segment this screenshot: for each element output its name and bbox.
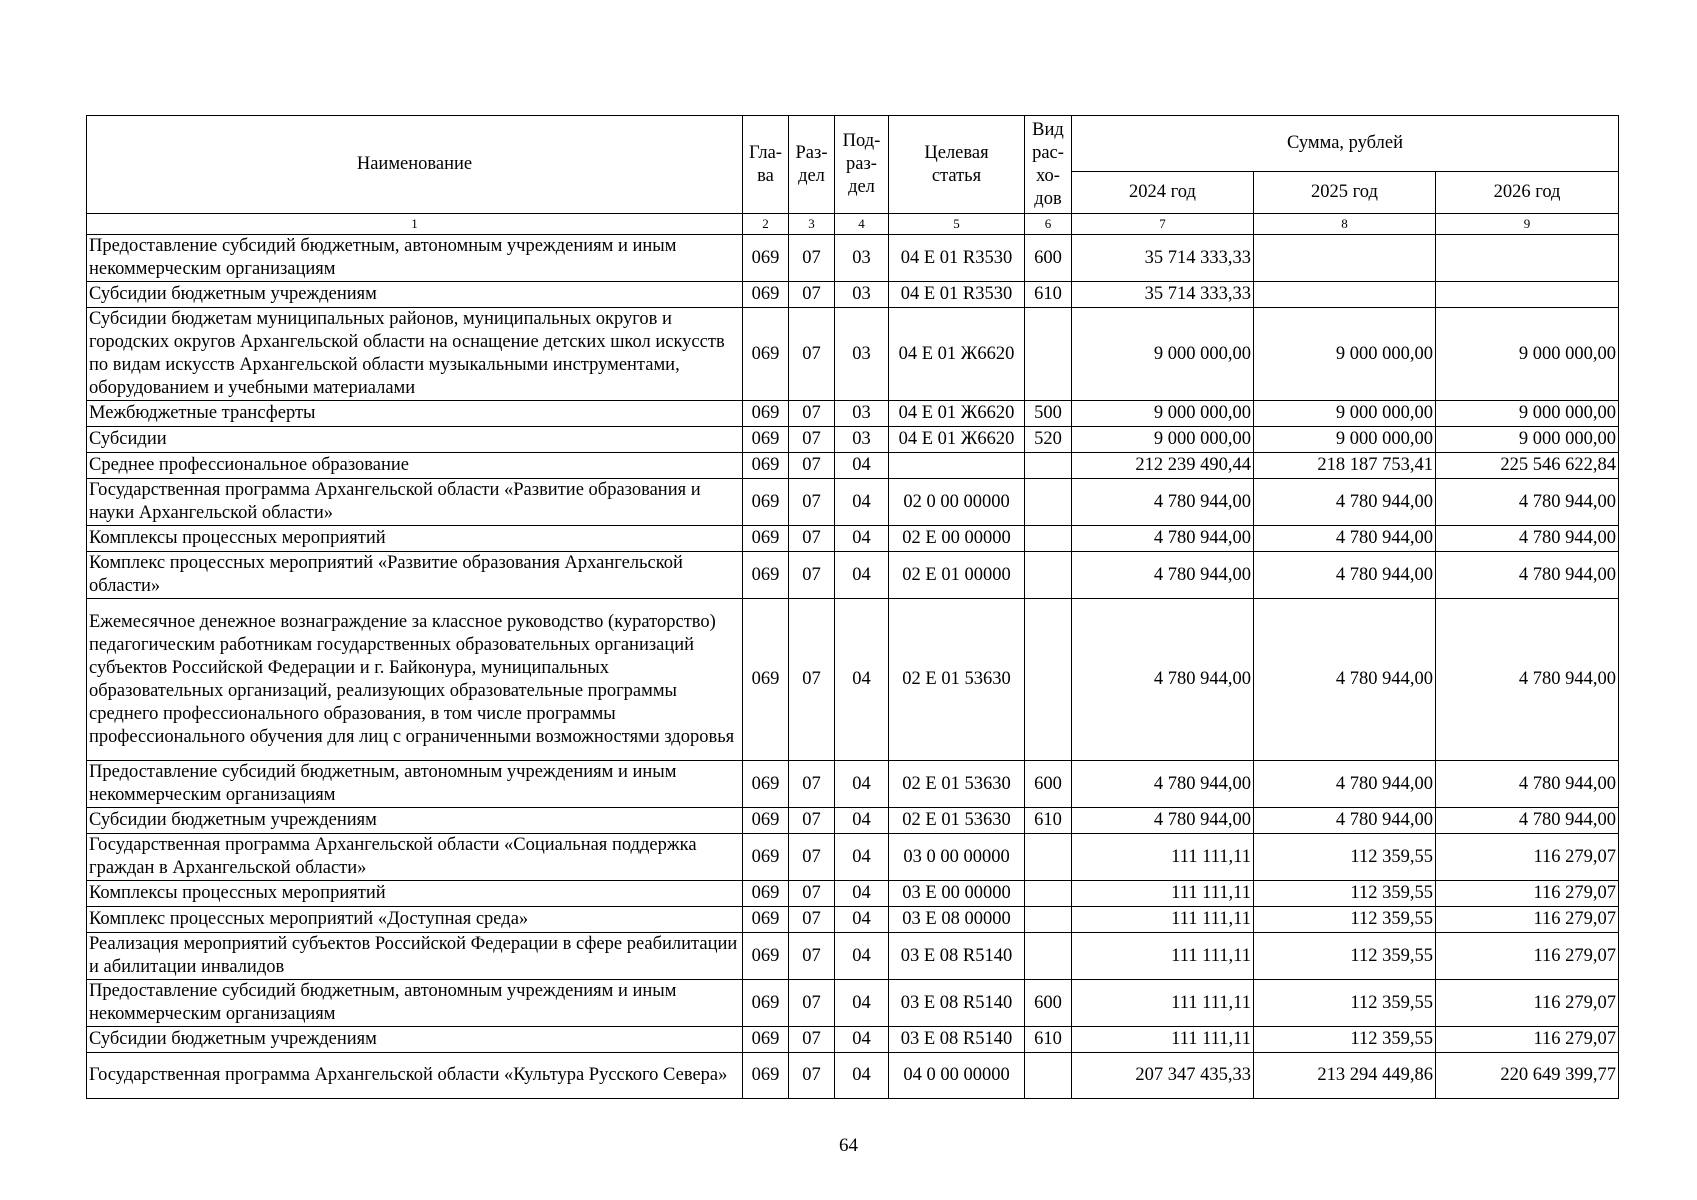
header-vid-text: Вид рас- хо- дов [1032,119,1064,209]
row-amount-2025: 213 294 449,86 [1254,1053,1436,1099]
row-podrazdel: 04 [835,933,889,980]
row-target: 03 0 00 00000 [889,834,1025,881]
row-amount-2026: 4 780 944,00 [1436,808,1619,834]
row-glava: 069 [743,1053,789,1099]
row-name: Предоставление субсидий бюджетным, автономным учреждениям и иным некоммерческим организациям [87,980,743,1027]
row-razdel: 07 [789,599,835,761]
row-target: 02 0 00 00000 [889,479,1025,526]
row-razdel: 07 [789,1053,835,1099]
row-glava: 069 [743,1027,789,1053]
row-amount-2026 [1436,282,1619,308]
header-podrazdel [835,116,889,214]
row-vid: 610 [1025,808,1072,834]
row-amount-2026: 225 546 622,84 [1436,453,1619,479]
row-amount-2026: 116 279,07 [1436,834,1619,881]
row-name: Государственная программа Архангельской области «Социальная поддержка граждан в Архангельской области» [87,834,743,881]
row-razdel: 07 [789,933,835,980]
row-amount-2024: 4 780 944,00 [1072,599,1254,761]
row-glava: 069 [743,526,789,552]
row-amount-2025: 112 359,55 [1254,834,1436,881]
row-name: Субсидии бюджетам муниципальных районов, муниципальных округов и городских округов Архангельской области на оснащение детских школ искусств по видам искусств Архангельской области музыкальными инструментами, оборудованием и учебными материалами [87,308,743,401]
row-target: 02 Е 01 53630 [889,761,1025,808]
row-razdel: 07 [789,453,835,479]
row-name: Комплексы процессных мероприятий [87,526,743,552]
row-amount-2024: 111 111,11 [1072,881,1254,907]
row-vid: 600 [1025,761,1072,808]
column-number: 7 [1072,214,1254,235]
column-number: 4 [835,214,889,235]
row-vid [1025,834,1072,881]
header-podrazdel-text: Под- раз- дел [842,131,881,197]
row-podrazdel: 04 [835,980,889,1027]
row-razdel: 07 [789,980,835,1027]
row-name: Предоставление субсидий бюджетным, автономным учреждениям и иным некоммерческим организациям [87,235,743,282]
header-target-text: Целевая статья [924,142,989,186]
row-amount-2024: 111 111,11 [1072,933,1254,980]
row-vid [1025,933,1072,980]
row-amount-2024: 4 780 944,00 [1072,479,1254,526]
row-podrazdel: 04 [835,479,889,526]
table-row [87,933,1619,980]
row-razdel: 07 [789,834,835,881]
row-amount-2025 [1254,235,1436,282]
row-razdel: 07 [789,282,835,308]
row-podrazdel: 04 [835,552,889,599]
row-amount-2025: 9 000 000,00 [1254,401,1436,427]
row-razdel: 07 [789,1027,835,1053]
row-target: 04 Е 01 R3530 [889,235,1025,282]
column-number: 8 [1254,214,1436,235]
row-glava: 069 [743,881,789,907]
row-amount-2026: 4 780 944,00 [1436,526,1619,552]
row-podrazdel: 04 [835,881,889,907]
row-name: Комплекс процессных мероприятий «Развитие образования Архангельской области» [87,552,743,599]
row-vid: 600 [1025,980,1072,1027]
row-vid: 600 [1025,235,1072,282]
table-row [87,453,1619,479]
row-amount-2025: 112 359,55 [1254,933,1436,980]
row-vid [1025,552,1072,599]
header-sum: Сумма, рублей [1072,116,1619,172]
row-amount-2024: 207 347 435,33 [1072,1053,1254,1099]
table-row [87,980,1619,1027]
budget-table [86,115,1619,1099]
page-number: 64 [839,1135,858,1156]
row-amount-2026: 4 780 944,00 [1436,479,1619,526]
row-glava: 069 [743,308,789,401]
row-vid [1025,599,1072,761]
row-podrazdel: 03 [835,401,889,427]
row-amount-2025: 112 359,55 [1254,980,1436,1027]
column-number: 6 [1025,214,1072,235]
row-target: 02 Е 00 00000 [889,526,1025,552]
column-number: 3 [789,214,835,235]
row-vid [1025,308,1072,401]
row-glava: 069 [743,761,789,808]
row-amount-2024: 4 780 944,00 [1072,808,1254,834]
row-razdel: 07 [789,235,835,282]
row-amount-2025: 4 780 944,00 [1254,526,1436,552]
row-amount-2024: 4 780 944,00 [1072,761,1254,808]
header-2025: 2025 год [1254,172,1436,214]
table-row [87,427,1619,453]
row-amount-2024: 9 000 000,00 [1072,401,1254,427]
row-glava: 069 [743,980,789,1027]
table-row [87,808,1619,834]
row-vid: 610 [1025,282,1072,308]
row-amount-2026: 4 780 944,00 [1436,761,1619,808]
row-podrazdel: 04 [835,761,889,808]
row-amount-2025: 112 359,55 [1254,907,1436,933]
row-amount-2024: 4 780 944,00 [1072,526,1254,552]
header-2026: 2026 год [1436,172,1619,214]
row-name: Реализация мероприятий субъектов Российской Федерации в сфере реабилитации и абилитации инвалидов [87,933,743,980]
row-target: 03 Е 08 R5140 [889,933,1025,980]
row-vid [1025,453,1072,479]
row-amount-2024: 111 111,11 [1072,834,1254,881]
row-target: 03 Е 08 R5140 [889,980,1025,1027]
row-amount-2025: 9 000 000,00 [1254,427,1436,453]
row-podrazdel: 04 [835,599,889,761]
row-razdel: 07 [789,552,835,599]
header-2024: 2024 год [1072,172,1254,214]
table-row [87,761,1619,808]
row-razdel: 07 [789,761,835,808]
row-amount-2026: 116 279,07 [1436,881,1619,907]
row-podrazdel: 04 [835,808,889,834]
row-amount-2024: 212 239 490,44 [1072,453,1254,479]
table-row [87,308,1619,401]
row-name: Субсидии бюджетным учреждениям [87,282,743,308]
row-amount-2025: 218 187 753,41 [1254,453,1436,479]
column-number: 1 [87,214,743,235]
row-target: 03 Е 08 R5140 [889,1027,1025,1053]
row-name: Государственная программа Архангельской области «Развитие образования и науки Архангельской области» [87,479,743,526]
row-amount-2025 [1254,282,1436,308]
row-vid: 500 [1025,401,1072,427]
row-vid [1025,1053,1072,1099]
row-amount-2024: 35 714 333,33 [1072,235,1254,282]
row-podrazdel: 04 [835,1053,889,1099]
row-vid [1025,479,1072,526]
row-amount-2026: 9 000 000,00 [1436,401,1619,427]
row-glava: 069 [743,834,789,881]
row-glava: 069 [743,401,789,427]
row-amount-2024: 9 000 000,00 [1072,427,1254,453]
row-target: 02 Е 01 53630 [889,599,1025,761]
row-target: 04 Е 01 Ж6620 [889,427,1025,453]
table-header [87,116,1619,235]
row-target: 04 Е 01 Ж6620 [889,308,1025,401]
header-vid [1025,116,1072,214]
row-podrazdel: 04 [835,453,889,479]
row-target: 02 Е 01 00000 [889,552,1025,599]
table-row [87,235,1619,282]
row-name: Комплекс процессных мероприятий «Доступная среда» [87,907,743,933]
row-podrazdel: 03 [835,427,889,453]
row-amount-2024: 4 780 944,00 [1072,552,1254,599]
table-row [87,599,1619,761]
row-amount-2026: 4 780 944,00 [1436,552,1619,599]
row-amount-2024: 111 111,11 [1072,1027,1254,1053]
row-amount-2026: 9 000 000,00 [1436,308,1619,401]
row-amount-2024: 111 111,11 [1072,980,1254,1027]
table-row [87,282,1619,308]
table-row [87,1027,1619,1053]
row-podrazdel: 04 [835,1027,889,1053]
header-name: Наименование [87,116,743,214]
row-amount-2026: 9 000 000,00 [1436,427,1619,453]
row-podrazdel: 03 [835,282,889,308]
row-glava: 069 [743,453,789,479]
row-podrazdel: 03 [835,235,889,282]
row-name: Субсидии бюджетным учреждениям [87,1027,743,1053]
row-amount-2025: 4 780 944,00 [1254,761,1436,808]
row-target: 04 0 00 00000 [889,1053,1025,1099]
row-amount-2025: 112 359,55 [1254,881,1436,907]
row-name: Ежемесячное денежное вознаграждение за классное руководство (кураторство) педагогическим работникам государственных образовательных организаций субъектов Российской Федерации и г. Байконура, муниципальных образовательных организаций, реализующих образовательные программы среднего профессионального образования, в том числе программы профессионального обучения для лиц с ограниченными возможностями здоровья [87,599,743,761]
row-amount-2026: 116 279,07 [1436,907,1619,933]
row-podrazdel: 03 [835,308,889,401]
row-amount-2024: 9 000 000,00 [1072,308,1254,401]
table-row [87,1053,1619,1099]
row-glava: 069 [743,235,789,282]
header-target [889,116,1025,214]
table-row [87,552,1619,599]
row-razdel: 07 [789,881,835,907]
row-name: Субсидии бюджетным учреждениям [87,808,743,834]
row-amount-2026: 116 279,07 [1436,1027,1619,1053]
row-target: 04 Е 01 Ж6620 [889,401,1025,427]
row-glava: 069 [743,427,789,453]
table-row [87,401,1619,427]
row-glava: 069 [743,599,789,761]
table-row [87,881,1619,907]
row-target: 04 Е 01 R3530 [889,282,1025,308]
row-vid [1025,907,1072,933]
row-amount-2026 [1436,235,1619,282]
row-target: 03 Е 00 00000 [889,881,1025,907]
header-glava [743,116,789,214]
table-row [87,834,1619,881]
row-razdel: 07 [789,808,835,834]
row-amount-2025: 4 780 944,00 [1254,808,1436,834]
header-razdel [789,116,835,214]
column-number: 5 [889,214,1025,235]
row-podrazdel: 04 [835,834,889,881]
row-name: Субсидии [87,427,743,453]
row-amount-2025: 4 780 944,00 [1254,552,1436,599]
row-glava: 069 [743,933,789,980]
row-amount-2024: 35 714 333,33 [1072,282,1254,308]
table-row [87,526,1619,552]
column-number-row [87,214,1619,235]
row-vid [1025,881,1072,907]
row-amount-2026: 4 780 944,00 [1436,599,1619,761]
row-razdel: 07 [789,401,835,427]
row-glava: 069 [743,552,789,599]
row-amount-2025: 4 780 944,00 [1254,479,1436,526]
row-amount-2025: 4 780 944,00 [1254,599,1436,761]
row-razdel: 07 [789,427,835,453]
table-body [87,235,1619,1099]
column-number: 9 [1436,214,1619,235]
column-number: 2 [743,214,789,235]
row-glava: 069 [743,808,789,834]
row-podrazdel: 04 [835,907,889,933]
row-glava: 069 [743,907,789,933]
row-glava: 069 [743,479,789,526]
row-glava: 069 [743,282,789,308]
row-vid [1025,526,1072,552]
row-name: Государственная программа Архангельской области «Культура Русского Севера» [87,1053,743,1099]
row-target [889,453,1025,479]
row-podrazdel: 04 [835,526,889,552]
table-row [87,907,1619,933]
row-amount-2024: 111 111,11 [1072,907,1254,933]
row-amount-2026: 116 279,07 [1436,980,1619,1027]
row-amount-2026: 220 649 399,77 [1436,1053,1619,1099]
row-target: 03 Е 08 00000 [889,907,1025,933]
row-name: Среднее профессиональное образование [87,453,743,479]
row-razdel: 07 [789,308,835,401]
row-name: Межбюджетные трансферты [87,401,743,427]
row-razdel: 07 [789,479,835,526]
row-vid: 610 [1025,1027,1072,1053]
table-row [87,479,1619,526]
row-target: 02 Е 01 53630 [889,808,1025,834]
row-amount-2025: 112 359,55 [1254,1027,1436,1053]
header-razdel-text: Раз- дел [795,142,828,186]
row-name: Предоставление субсидий бюджетным, автономным учреждениям и иным некоммерческим организациям [87,761,743,808]
row-amount-2025: 9 000 000,00 [1254,308,1436,401]
row-razdel: 07 [789,907,835,933]
row-name: Комплексы процессных мероприятий [87,881,743,907]
row-vid: 520 [1025,427,1072,453]
row-amount-2026: 116 279,07 [1436,933,1619,980]
header-glava-text: Гла- ва [749,142,782,186]
row-razdel: 07 [789,526,835,552]
